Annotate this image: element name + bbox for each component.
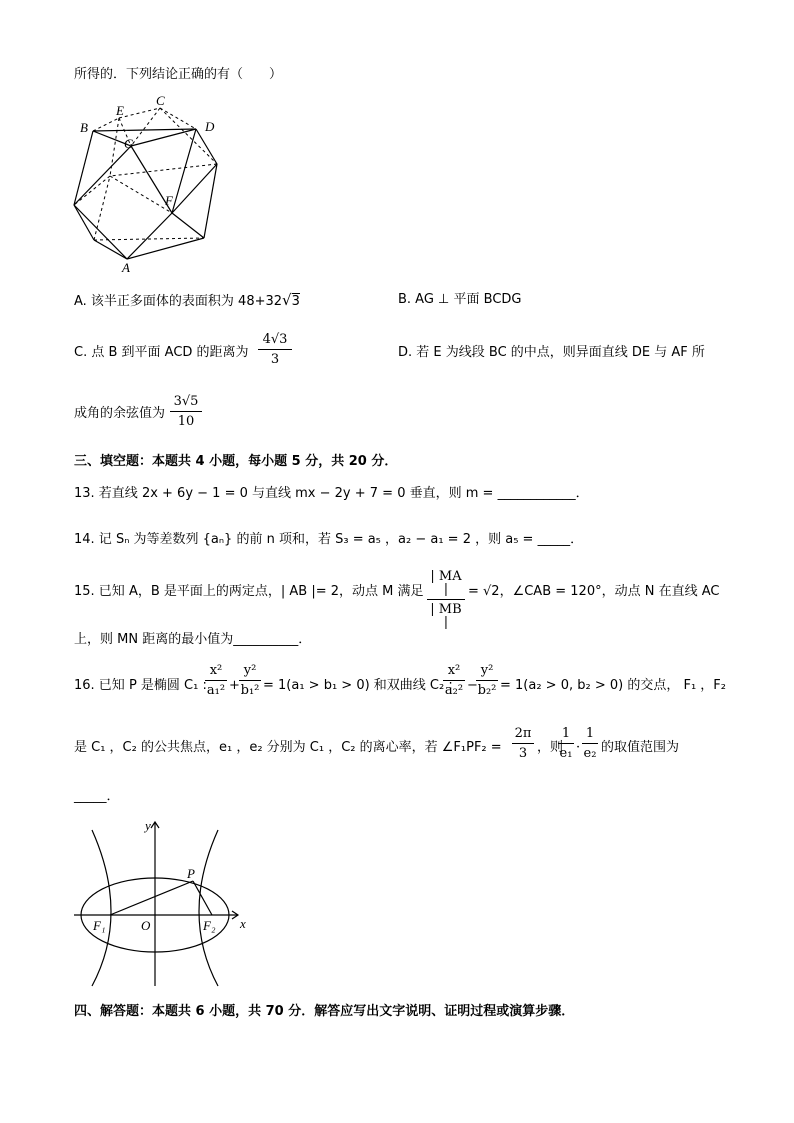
question-16-line2-b: ，则 bbox=[537, 740, 564, 755]
label-F1: F₁ bbox=[93, 918, 106, 933]
section-4-heading: 四、解答题：本题共 6 小题，共 70 分．解答应写出文字说明、证明过程或演算步骤． bbox=[74, 1004, 575, 1019]
ellipse-x-den: a₁² bbox=[206, 683, 226, 698]
plus-sign: + bbox=[229, 678, 240, 693]
option-b: B. AG ⊥ 平面 BCDG bbox=[398, 292, 522, 307]
option-d-line1: D. 若 E 为线段 BC 的中点，则异面直线 DE 与 AF 所 bbox=[398, 345, 705, 360]
label-E: E bbox=[116, 103, 124, 118]
edge-A-right bbox=[127, 238, 204, 259]
edge-CG bbox=[131, 108, 160, 146]
option-c-denominator: 3 bbox=[270, 352, 280, 367]
edge-E-back bbox=[110, 118, 119, 176]
edge-back-F bbox=[110, 176, 172, 213]
question-16-line1-c: = 1(a₂ > 0, b₂ > 0) 的交点， F₁ ，F₂ bbox=[500, 678, 726, 693]
label-O: O bbox=[141, 918, 151, 933]
hyperbola-term-y bbox=[476, 664, 498, 697]
segment-F1P bbox=[110, 881, 193, 915]
recip-e1-den: e₁ bbox=[559, 746, 573, 761]
hyperbola-x-num: x² bbox=[447, 663, 461, 678]
edge-right-back bbox=[110, 164, 217, 176]
label-F2: F₂ bbox=[203, 918, 216, 933]
option-c-numerator: 4√3 bbox=[262, 332, 288, 347]
recip-e2-num: 1 bbox=[585, 726, 595, 741]
conic-figure bbox=[70, 818, 260, 990]
ratio-denominator: | MB | bbox=[430, 602, 462, 630]
minus-sign: − bbox=[467, 678, 478, 693]
ellipse-y-den: b₁² bbox=[240, 683, 260, 698]
question-16-line1-a: 16. 已知 P 是椭圆 C₁ : bbox=[74, 678, 207, 693]
hyperbola-left-branch bbox=[92, 830, 111, 986]
option-d-fraction bbox=[170, 395, 202, 428]
recip-e1 bbox=[558, 727, 574, 760]
polyhedron-figure bbox=[68, 93, 228, 275]
label-C: C bbox=[156, 93, 165, 108]
edge-left-G bbox=[74, 146, 131, 205]
hyperbola-y-num: y² bbox=[480, 663, 494, 678]
ratio-numerator: | MA | bbox=[430, 569, 462, 597]
edge-BD bbox=[93, 129, 196, 131]
ellipse-term-x bbox=[205, 664, 227, 697]
ellipse-term-y bbox=[239, 664, 261, 697]
edge-GD bbox=[131, 129, 196, 146]
section-3-heading: 三、填空题：本题共 4 小题，每小题 5 分，共 20 分． bbox=[74, 454, 398, 469]
option-c: C. 点 B 到平面 ACD 的距离为 bbox=[74, 345, 249, 360]
angle-num: 2π bbox=[514, 726, 532, 741]
option-d-line2: 成角的余弦值为 bbox=[74, 406, 166, 421]
question-14: 14. 记 Sₙ 为等差数列 {aₙ} 的前 n 项和，若 S₃ = a₅ ，a₂ − a₁ = 2 ，则 a₅ = _____． bbox=[74, 532, 584, 547]
question-15-post: = √2，∠CAB = 120°，动点 N 在直线 AC bbox=[468, 584, 720, 599]
recip-e2 bbox=[582, 727, 598, 760]
edge-bottom-back bbox=[94, 176, 110, 240]
hyperbola-term-x bbox=[443, 664, 465, 697]
edge-B-left bbox=[74, 131, 93, 205]
edge-bottom bbox=[94, 238, 204, 240]
angle-fraction bbox=[512, 727, 534, 760]
recip-e1-num: 1 bbox=[561, 726, 571, 741]
sqrt-sign: √ bbox=[282, 291, 292, 309]
question-15-ratio bbox=[427, 570, 465, 629]
label-x: x bbox=[240, 916, 246, 931]
label-y: y bbox=[145, 818, 151, 833]
hyperbola-y-den: b₂² bbox=[477, 683, 497, 698]
edge-F-lowright bbox=[172, 213, 204, 238]
option-c-fraction bbox=[258, 333, 292, 366]
ellipse-y-num: y² bbox=[243, 663, 257, 678]
option-a-text: A. 该半正多面体的表面积为 48+32 bbox=[74, 294, 283, 309]
label-F: F bbox=[165, 193, 173, 208]
question-13: 13. 若直线 2x + 6y − 1 = 0 与直线 mx − 2y + 7 = 0 垂直，则 m = ____________． bbox=[74, 486, 589, 501]
edge-back-left bbox=[74, 176, 110, 205]
question-16-line1-b: = 1(a₁ > b₁ > 0) 和双曲线 C₂ : bbox=[263, 678, 453, 693]
edge-EC bbox=[119, 108, 160, 118]
edge-AF bbox=[127, 213, 172, 259]
edge-BE bbox=[93, 118, 119, 131]
question-16-line2-a: 是 C₁ ，C₂ 的公共焦点，e₁ ，e₂ 分别为 C₁ ，C₂ 的离心率，若 ∠F₁PF₂ = bbox=[74, 740, 502, 755]
label-D: D bbox=[205, 119, 215, 134]
question-16-answer-blank: _____． bbox=[74, 789, 120, 804]
option-a-radicand: 3 bbox=[291, 294, 300, 309]
hyperbola-x-den: a₂² bbox=[444, 683, 464, 698]
question-15-line2: 上，则 MN 距离的最小值为__________． bbox=[74, 632, 312, 647]
option-d-denominator: 10 bbox=[177, 414, 195, 429]
label-A: A bbox=[122, 260, 130, 275]
option-a bbox=[74, 293, 300, 308]
edge-right-lower bbox=[204, 164, 217, 238]
recip-e2-den: e₂ bbox=[583, 746, 597, 761]
label-G: G bbox=[124, 136, 134, 151]
dot-operator: · bbox=[576, 740, 581, 755]
edge-left-A bbox=[74, 205, 127, 259]
question-stem-tail: 所得的．下列结论正确的有（ ） bbox=[74, 67, 283, 82]
option-d-numerator: 3√5 bbox=[173, 394, 199, 409]
question-15-pre: 15. 已知 A，B 是平面上的两定点，| AB |= 2，动点 M 满足 bbox=[74, 584, 424, 599]
angle-den: 3 bbox=[518, 746, 528, 761]
ellipse-x-num: x² bbox=[209, 663, 223, 678]
label-P: P bbox=[187, 866, 195, 881]
label-B: B bbox=[80, 120, 88, 135]
question-16-line2-c: 的取值范围为 bbox=[601, 740, 680, 755]
